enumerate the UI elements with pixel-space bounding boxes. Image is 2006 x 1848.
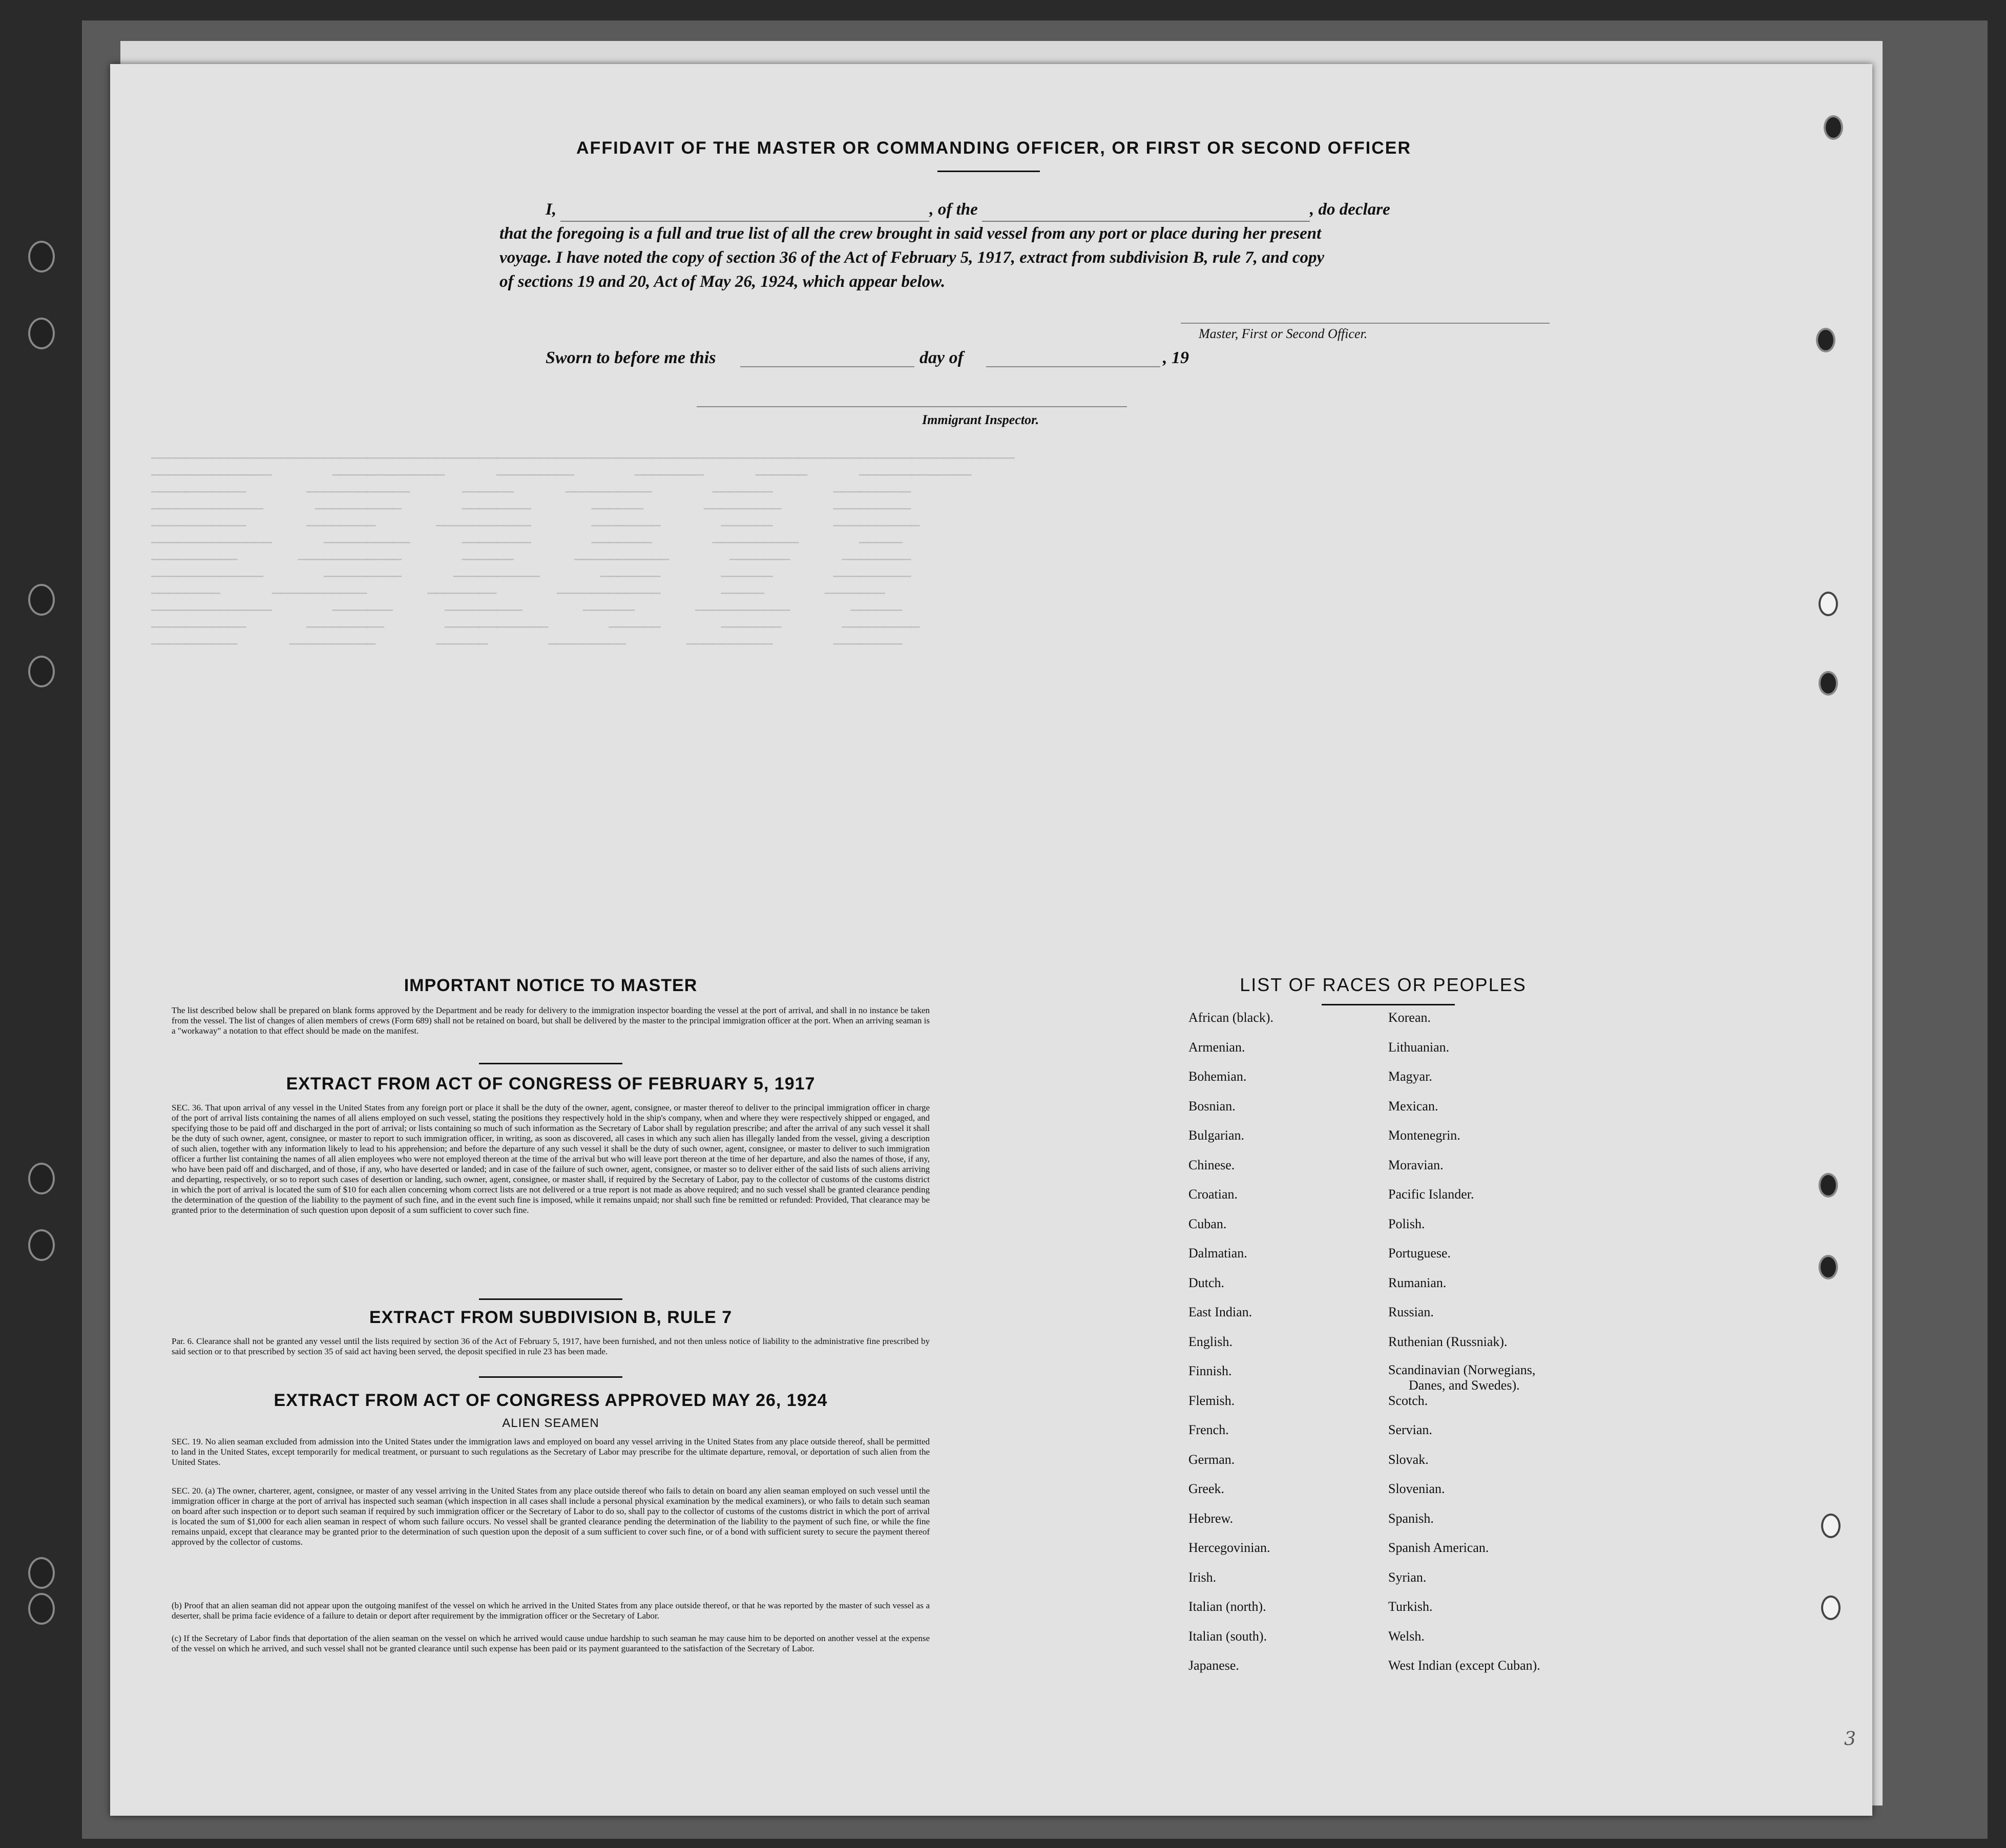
affidavit-line-1 xyxy=(546,197,1519,222)
race-item: Hebrew. xyxy=(1188,1510,1234,1526)
race-item-line: Danes, and Swedes). xyxy=(1409,1378,1520,1393)
divider-rule xyxy=(479,1063,622,1064)
race-item: Welsh. xyxy=(1388,1628,1425,1644)
race-item: Mexican. xyxy=(1388,1098,1438,1114)
race-item: Syrian. xyxy=(1388,1569,1427,1585)
race-item: Slovenian. xyxy=(1388,1481,1445,1496)
divider-rule xyxy=(479,1298,622,1300)
race-item: Bosnian. xyxy=(1188,1098,1236,1114)
race-item: Portuguese. xyxy=(1388,1246,1451,1261)
binder-hole xyxy=(28,1557,55,1589)
binder-hole xyxy=(28,318,55,349)
race-item: Ruthenian (Russniak). xyxy=(1388,1334,1508,1349)
race-item-scandinavian xyxy=(1388,1362,1540,1392)
master-label: Master, First or Second Officer. xyxy=(1199,326,1368,341)
race-item: Croatian. xyxy=(1188,1187,1238,1202)
race-item: Spanish American. xyxy=(1388,1540,1489,1555)
race-item: Italian (south). xyxy=(1188,1628,1267,1644)
corner-mark: 3 xyxy=(1844,1729,1856,1750)
extract-rule7-title: EXTRACT FROM SUBDIVISION B, RULE 7 xyxy=(369,1308,733,1327)
race-item-line: Scandinavian (Norwegians, xyxy=(1388,1362,1536,1377)
extract-1924-sec20b: (b) Proof that an alien seaman did not appear upon the outgoing manifest of the vessel on which he arrived in the United States from any place outside thereof, or that he was reported by the master of such vessel as a deserter, shall be prima facie evidence of a failure to detain or deport after requirement by the immigration officer or the Secretary of Labor. xyxy=(172,1601,930,1621)
race-item: Italian (north). xyxy=(1188,1599,1266,1614)
inspector-signature-line[interactable] xyxy=(697,406,1127,407)
race-item: Dutch. xyxy=(1188,1275,1225,1290)
master-signature-line[interactable] xyxy=(1181,323,1550,324)
race-item: Rumanian. xyxy=(1388,1275,1447,1290)
notice-title: IMPORTANT NOTICE TO MASTER xyxy=(404,976,698,995)
race-item: West Indian (except Cuban). xyxy=(1388,1658,1540,1673)
extract-rule7-text: Par. 6. Clearance shall not be granted any vessel until the lists required by section 36 of the Act of February 5, 1917, have been furnished, and not then unless notice of liability to the administrative fine prescribed by said section or to that prescribed by section 35 of said act having been served, the deposit specified in rule 23 has been made. xyxy=(172,1336,930,1356)
race-item: French. xyxy=(1188,1422,1229,1437)
punch-hole xyxy=(1816,328,1835,352)
races-title: LIST OF RACES OR PEOPLES xyxy=(1240,974,1527,995)
race-item: Servian. xyxy=(1388,1422,1432,1437)
affidavit-page xyxy=(110,64,1872,1816)
race-item: Montenegrin. xyxy=(1388,1128,1460,1143)
inspector-label: Immigrant Inspector. xyxy=(922,412,1039,427)
race-item: Slovak. xyxy=(1388,1452,1429,1467)
race-item: German. xyxy=(1188,1452,1235,1467)
extract-1917-title: EXTRACT FROM ACT OF CONGRESS OF FEBRUARY 5, 1917 xyxy=(286,1074,816,1094)
race-item: Greek. xyxy=(1188,1481,1225,1496)
races-left-column xyxy=(1188,1009,1273,1687)
punch-hole xyxy=(1821,1595,1841,1620)
affidavit-title: AFFIDAVIT OF THE MASTER OR COMMANDING OFFICER, OR FIRST OR SECOND OFFICER xyxy=(576,138,1411,158)
race-item: Bohemian. xyxy=(1188,1069,1247,1084)
punch-hole xyxy=(1819,671,1838,696)
sworn-prefix: Sworn to before me this xyxy=(546,348,716,367)
punch-hole xyxy=(1819,592,1838,616)
race-item: Spanish. xyxy=(1388,1510,1434,1526)
title-rule xyxy=(937,171,1040,172)
sworn-month-field[interactable] xyxy=(986,366,1160,367)
sworn-day-field[interactable] xyxy=(740,366,914,367)
binder-hole xyxy=(28,584,55,616)
affidavit-line-4: of sections 19 and 20, Act of May 26, 1924, which appear below. xyxy=(499,272,946,291)
punch-hole xyxy=(1821,1514,1841,1538)
affidavit-declare: , do declare xyxy=(1310,200,1390,219)
race-item: African (black). xyxy=(1188,1010,1274,1025)
race-item: Bulgarian. xyxy=(1188,1128,1245,1143)
race-item: Lithuanian. xyxy=(1388,1039,1450,1055)
race-item: Finnish. xyxy=(1188,1363,1232,1378)
punch-hole xyxy=(1824,115,1843,140)
race-item: Korean. xyxy=(1388,1010,1431,1025)
race-item: Polish. xyxy=(1388,1216,1425,1231)
race-item: Hercegovinian. xyxy=(1188,1540,1270,1555)
races-title-rule xyxy=(1322,1004,1455,1005)
extract-1924-sec20: SEC. 20. (a) The owner, charterer, agent, consignee, or master of any vessel arriving in the United States from any place outside thereof who fails to detain on board any alien seaman employed on such vessel until the immigration officer in charge at the port of arrival has inspected such seaman (which inspection in all cases shall include a personal physical examination by the medical examiners), or who fails to detain such seaman on board after such inspection or to deport such seaman if required by such immigration officer or the Secretary of Labor to do so, shall pay to the collector of customs of the customs district in which the port of arrival is located the sum of $1,000 for each alien seaman in respect of whom such failure occurs. No vessel shall be granted clearance pending the determination of the liability to the payment of such fine, or while the fine remains unpaid, except that clearance may be granted prior to the determination of such question upon the deposit of a sum sufficient to cover such fine, or of a bond with sufficient surety to secure the payment thereof approved by the collector of customs. xyxy=(172,1486,930,1547)
race-item: East Indian. xyxy=(1188,1305,1252,1319)
race-item: Irish. xyxy=(1188,1569,1217,1585)
affidavit-line-2: that the foregoing is a full and true list of all the crew brought in said vessel from any port or place during her present xyxy=(499,224,1322,243)
extract-1924-sec20c: (c) If the Secretary of Labor finds that deportation of the alien seaman on the vessel on which he arrived would cause undue hardship to such seaman he may cause him to be deported on another vessel at the expense of the vessel on which he arrived, and such vessel shall not be granted clearance until such expense has been paid or its payment guaranteed to the satisfaction of the Secretary of Labor. xyxy=(172,1633,930,1653)
race-item: Dalmatian. xyxy=(1188,1246,1247,1261)
binder-hole xyxy=(28,241,55,272)
race-item: Magyar. xyxy=(1388,1069,1432,1084)
race-item: Chinese. xyxy=(1188,1157,1235,1172)
race-item: Cuban. xyxy=(1188,1216,1227,1231)
race-item: Japanese. xyxy=(1188,1658,1239,1673)
extract-1924-title: EXTRACT FROM ACT OF CONGRESS APPROVED MAY 26, 1924 xyxy=(274,1391,828,1410)
race-item: English. xyxy=(1188,1334,1232,1349)
punch-hole xyxy=(1819,1173,1838,1198)
race-item: Scotch. xyxy=(1388,1393,1428,1408)
affidavit-i: I, xyxy=(546,200,557,219)
race-item: Russian. xyxy=(1388,1305,1434,1319)
race-item: Pacific Islander. xyxy=(1388,1187,1474,1202)
affidavit-line-3: voyage. I have noted the copy of section 36 of the Act of February 5, 1917, extract from subdivision B, rule 7, and copy xyxy=(499,248,1325,267)
races-right-column xyxy=(1388,1009,1540,1687)
extract-1917-text: SEC. 36. That upon arrival of any vessel in the United States from any foreign port or place it shall be the duty of the owner, agent, consignee, or master thereof to deliver to the principal immigration officer in charge of the port of arrival lists containing the names of all aliens employed on such vessel, stating the positions they respectively hold in the ship's company, when and where they were respectively shipped or engaged, and specifying those to be paid off and discharged in the port of arrival; or lists containing so much of such information as the Secretary of Labor shall by regulation prescribe; and after the arrival of any such vessel it shall be the duty of such owner, agent, consignee, or master to report to such immigration officer, in writing, as soon as discovered, all cases in which any such alien has illegally landed from the vessel, giving a description of such alien, together with any information likely to lead to his apprehension; and before the departure of any such vessel it shall be the duty of such owner, agent, consignee, or master to deliver to such immigration officer a further list containing the names of all alien employees who were not employed thereon at the time of the arrival but who will leave port thereon at the time of her departure, and also the names of those, if any, who have been paid off and discharged, and of those, if any, who have deserted or landed; and in case of the failure of such owner, agent, consignee, or master so to deliver either of the said lists of such aliens arriving and departing, respectively, or so to report such cases of desertion or landing, such owner, agent, consignee, or master shall, if required by the Secretary of Labor, pay to the collector of customs of the customs district in which the port of arrival is located the sum of $10 for each alien concerning whom correct lists are not delivered or a true report is not made as above required; and no such vessel shall be granted clearance pending the determination of the question of the liability to the payment of such fine, and in the event such fine is imposed, while it remains unpaid; nor shall such fine be remitted or refunded: Provided, That clearance may be granted prior to the determination of such question upon deposit of a sum sufficient to cover such fine. xyxy=(172,1103,930,1215)
divider-rule xyxy=(479,1376,622,1378)
race-item: Flemish. xyxy=(1188,1393,1235,1408)
punch-hole xyxy=(1819,1255,1838,1279)
binder-hole xyxy=(28,1163,55,1194)
extract-1924-sec19: SEC. 19. No alien seaman excluded from admission into the United States under the immigration laws and employed on board any vessel arriving in the United States from any place outside thereof, shall be permitted to land in the United States, except temporarily for medical treatment, or pursuant to such regulations as the Secretary of Labor may prescribe for the ultimate departure, removal, or deportation of such alien from the United States. xyxy=(172,1437,930,1467)
binder-hole xyxy=(28,656,55,687)
sworn-year: , 19 xyxy=(1163,348,1189,367)
binder-hole xyxy=(28,1593,55,1625)
sworn-day-of: day of xyxy=(920,348,964,367)
race-item: Armenian. xyxy=(1188,1039,1245,1055)
race-item: Turkish. xyxy=(1388,1599,1433,1614)
affidavit-of-the: , of the xyxy=(929,200,978,219)
race-item: Moravian. xyxy=(1388,1157,1444,1172)
notice-text: The list described below shall be prepared on blank forms approved by the Department and be ready for delivery to the immigration inspector boarding the vessel at the port of arrival, and shall in no instance be taken from the vessel. The list of changes of alien members of crews (Form 689) shall not be retained on board, but shall be delivered by the master to the principal immigration officer at the port. When an arriving seaman is a "workaway" a notation to that effect should be made on the manifest. xyxy=(172,1005,930,1036)
alien-seamen-subtitle: ALIEN SEAMEN xyxy=(502,1416,599,1430)
bleed-through-crew-list: ──────────────────────────────────────────────────────────────────────────────────────────────────── ────────────── ───────────── ───────── ──────── ────── ───────────── ─────────── ──────────── ────── ────────── ─────── ───────── ───────────── ────────── ──────── ────── ───────── ───────── ─────────── ──────── ─────────── ──────── ────── ────────── ────────────── ────────── ──────── ─────── ────────── ───── ────────── ──────────── ────── ─────────── ─────── ──────── ───────────── ───────── ────────── ─────── ────── ───────── ──────── ─────────── ──────── ──────────── ───── ─────── ────────────── ─────── ───────── ────── ─────────── ────── ─────────── ───────── ──────────── ────── ─────── ───────── ────────── ────────── ────── ───────── ────────── ──────── xyxy=(151,450,1015,653)
binder-hole xyxy=(28,1229,55,1261)
